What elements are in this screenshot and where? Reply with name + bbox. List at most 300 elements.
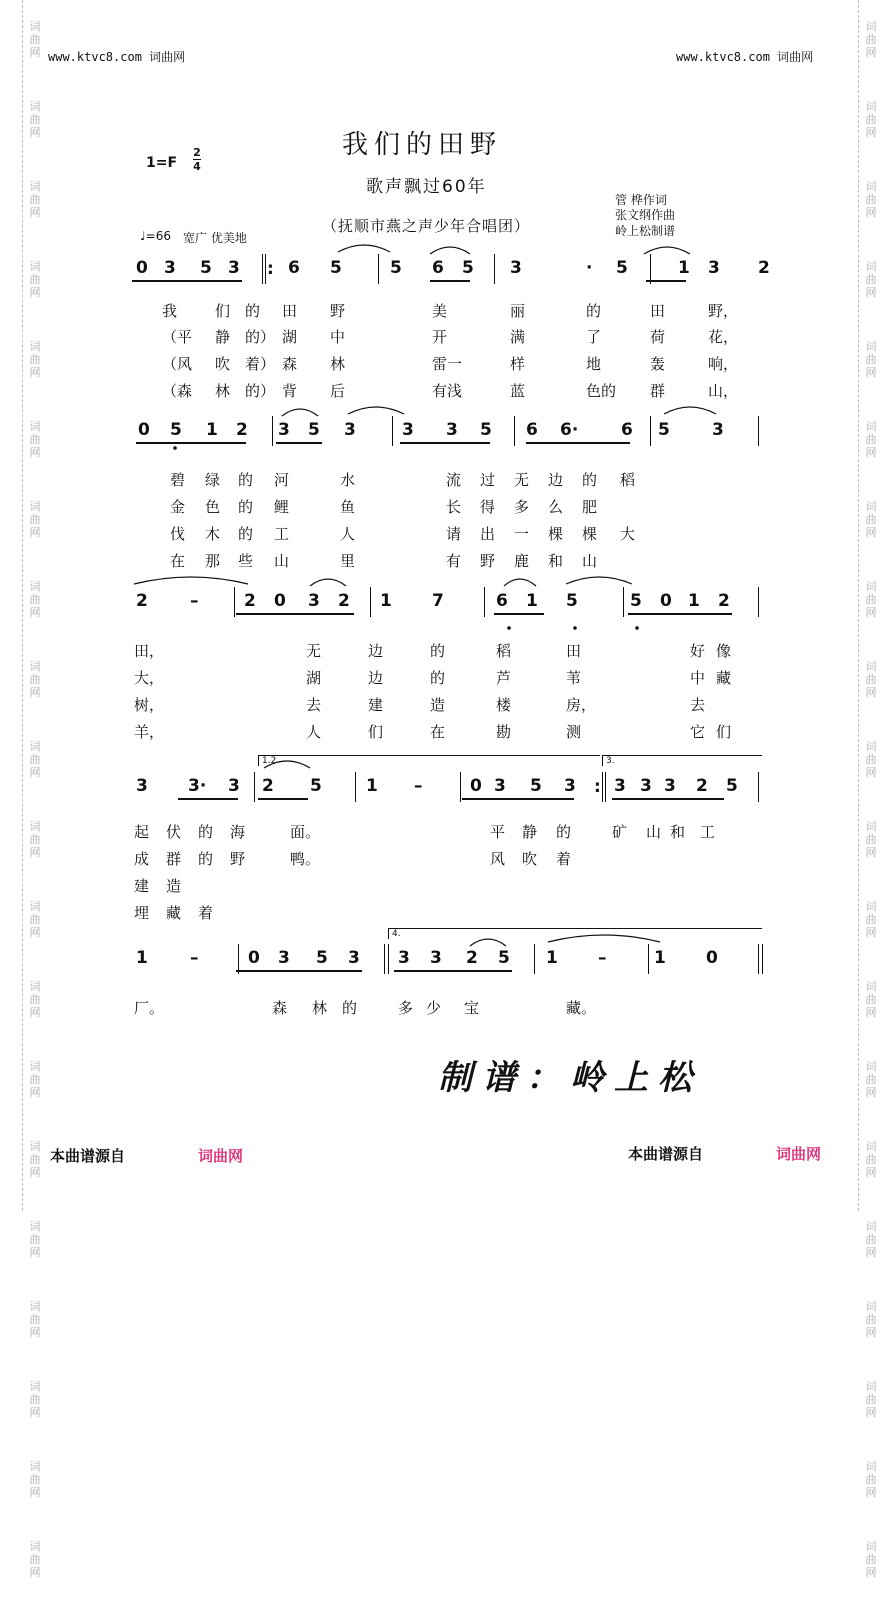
lyric-syllable: 成 [134,850,150,868]
lyric-syllable: 一 [514,525,530,543]
lyric-syllable: 藏 [716,669,732,687]
song-subtitle: 歌声飘过60年 [366,177,487,197]
note: – [414,776,423,796]
lyric-syllable: 大 [620,525,636,543]
lyric-syllable: 的 [198,823,214,841]
lyric-syllable: 我 [162,302,178,320]
lyric-syllable: 美 [432,302,448,320]
lyric-syllable: 宝 [464,999,480,1017]
lyric-syllable: 着 [198,904,214,922]
note: 5 [566,591,578,611]
lyric-syllable: 群 [650,382,666,400]
note: 1 [136,948,148,968]
lyric-syllable: 造 [430,696,446,714]
lyric-syllable: 请 [446,525,462,543]
watermark-text: 词 曲 网 [865,1380,877,1419]
volta-3: 3. [602,755,762,766]
note: 1 [688,591,700,611]
note: 6 [288,258,300,278]
watermark-text: 词 曲 网 [865,820,877,859]
lyric-syllable: 的 [238,498,254,516]
note: 3· [188,776,207,796]
note: 6 [526,420,538,440]
watermark-text: 词 曲 网 [29,660,41,699]
lyric-syllable: 林 [330,355,346,373]
octave-dot [173,446,177,450]
lyric-syllable: 地 [586,355,602,373]
watermark-text: 词 曲 网 [29,340,41,379]
watermark-text: 词 曲 网 [29,1140,41,1179]
note: 3 [494,776,506,796]
note: 0 [660,591,672,611]
watermark-text: 词 曲 网 [29,500,41,539]
lyric-syllable: 矿 [612,823,628,841]
lyric-syllable: 流 [446,471,462,489]
note: 3 [164,258,176,278]
slur [134,577,248,584]
performer: （抚顺市燕之声少年合唱团） [322,217,531,235]
watermark-text: 词 曲 网 [865,740,877,779]
note: 3 [664,776,676,796]
lyricist: 管 桦作词 [615,193,667,207]
composer: 张文纲作曲 [615,208,676,222]
lyric-syllable: 风 [490,850,506,868]
watermark-text: 词 曲 网 [865,20,877,59]
lyric-syllable: 人 [340,525,356,543]
lyric-syllable: （森 [162,382,193,400]
watermark-text: 词 曲 网 [29,1380,41,1419]
header-url-right[interactable]: www.ktvc8.com 词曲网 [676,50,814,64]
note: 1 [546,948,558,968]
note: 2 [758,258,770,278]
lyric-syllable: 田 [282,302,298,320]
lyric-syllable: 木 [205,525,221,543]
note: 0 [138,420,150,440]
watermark-text: 词 曲 网 [865,1140,877,1179]
lyric-syllable: 绿 [205,471,221,489]
time-numerator: 2 [193,146,201,159]
watermark-text: 词 曲 网 [865,100,877,139]
lyric-syllable: 的 [430,642,446,660]
lyric-syllable: 田 [566,642,582,660]
watermark-text: 词 曲 网 [865,980,877,1019]
lyric-syllable: 的 [430,669,446,687]
note: 3 [402,420,414,440]
note: 5 [308,420,320,440]
watermark-text: 词 曲 网 [865,420,877,459]
note: 0 [470,776,482,796]
lyric-syllable: 的 [342,999,358,1017]
lyric-syllable: 边 [368,642,384,660]
slur [310,579,346,586]
note: 3 [348,948,360,968]
lyric-syllable: 建 [368,696,384,714]
footer-source-right: 本曲谱源自 [628,1145,704,1163]
lyric-syllable: 棵 [548,525,564,543]
lyric-syllable: 鲤 [274,498,290,516]
lyric-syllable: 去 [690,696,706,714]
note: 3 [398,948,410,968]
slur [504,579,536,586]
volta-4: 4. [388,928,762,939]
lyric-syllable: 了 [586,328,602,346]
note: 5 [498,948,510,968]
lyric-syllable: 无 [306,642,322,660]
note: 7 [432,591,444,611]
footer-source-left: 本曲谱源自 [50,1147,126,1165]
slur [338,245,390,252]
lyric-syllable: 野 [230,850,246,868]
lyric-syllable: 过 [480,471,496,489]
watermark-text: 词 曲 网 [865,900,877,939]
lyric-syllable: 色的 [586,382,617,400]
note: 3 [308,591,320,611]
lyric-syllable: 着） [245,355,276,373]
lyric-syllable: 鱼 [340,498,356,516]
watermark-text: 词 曲 网 [865,580,877,619]
lyric-syllable: 工 [700,823,716,841]
watermark-text: 词 曲 网 [29,180,41,219]
watermark-text: 词 曲 网 [29,100,41,139]
note: – [190,591,199,611]
lyric-syllable: 背 [282,382,298,400]
lyric-syllable: 藏。 [566,999,597,1017]
watermark-text: 词 曲 网 [29,740,41,779]
lyric-syllable: 林 [312,999,328,1017]
lyric-syllable: 有浅 [432,382,463,400]
lyric-syllable: （风 [162,355,193,373]
lyric-syllable: 的 [245,302,261,320]
lyric-syllable: 和 [548,552,564,570]
watermark-text: 词 曲 网 [865,1060,877,1099]
lyric-syllable: （平 [162,328,193,346]
note: 5 [480,420,492,440]
footer-site-left[interactable]: 词曲网 [198,1147,244,1165]
lyric-syllable: 河 [274,471,290,489]
lyric-syllable: 出 [480,525,496,543]
lyric-syllable: 着 [556,850,572,868]
octave-dot [573,626,577,630]
lyric-syllable: 的 [198,850,214,868]
lyric-syllable: 森 [282,355,298,373]
lyric-syllable: 的 [582,471,598,489]
lyric-syllable: 少 [426,999,442,1017]
lyric-syllable: 野， [708,302,739,320]
lyric-syllable: 的 [238,471,254,489]
note: 0 [248,948,260,968]
lyric-syllable: 在 [170,552,186,570]
lyric-syllable: 面。 [290,823,321,841]
watermark-text: 词 曲 网 [29,1540,41,1579]
note: · [586,258,593,278]
lyric-syllable: 人 [306,723,322,741]
time-denominator: 4 [193,160,201,173]
lyric-syllable: 田 [650,302,666,320]
lyric-syllable: 荷 [650,328,666,346]
lyric-syllable: 好 [690,642,706,660]
lyric-syllable: 中 [690,669,706,687]
lyric-syllable: 轰 [650,355,666,373]
note: 3 [136,776,148,796]
slur [264,761,310,768]
lyric-syllable: 伐 [170,525,186,543]
note: 1 [654,948,666,968]
lyric-syllable: 楼 [496,696,512,714]
watermark-text: 词 曲 网 [29,980,41,1019]
lyric-syllable: 静 [215,328,231,346]
lyric-syllable: 吹 [215,355,231,373]
lyric-syllable: 些 [238,552,254,570]
lyric-syllable: 多 [398,999,414,1017]
note: 0 [706,948,718,968]
slur [470,939,506,946]
lyric-syllable: 埋 [134,904,150,922]
watermark-text: 词 曲 网 [29,20,41,59]
note: 3 [564,776,576,796]
lyric-syllable: 响， [708,355,739,373]
note: 1 [526,591,538,611]
lyric-syllable: 丽 [510,302,526,320]
note: 2 [466,948,478,968]
lyric-syllable: 苇 [566,669,582,687]
expression-marking: 宽广 优美地 [183,231,247,245]
note: 0 [136,258,148,278]
lyric-syllable: 建 [134,877,150,895]
note: 2 [338,591,350,611]
key-signature: 1=F [146,155,178,171]
lyric-syllable: 水 [340,471,356,489]
lyric-syllable: 得 [480,498,496,516]
lyric-syllable: 么 [548,498,564,516]
watermark-text: 词 曲 网 [865,1460,877,1499]
note: 3 [712,420,724,440]
note: 3 [510,258,522,278]
lyric-syllable: 中 [330,328,346,346]
lyric-syllable: 们 [215,302,231,320]
lyric-syllable: 的 [556,823,572,841]
watermark-text: 词 曲 网 [29,820,41,859]
lyric-syllable: 山 [274,552,290,570]
note: 5 [530,776,542,796]
lyric-syllable: 满 [510,328,526,346]
note: 5 [658,420,670,440]
note: 2 [136,591,148,611]
note: 2 [236,420,248,440]
lyric-syllable: 伏 [166,823,182,841]
lyric-syllable: 样 [510,355,526,373]
lyric-syllable: 在 [430,723,446,741]
watermark-text: 词 曲 网 [29,1460,41,1499]
note: 6 [496,591,508,611]
slur [430,247,470,254]
lyric-syllable: 那 [205,552,221,570]
note: 1 [380,591,392,611]
watermark-text: 词 曲 网 [29,1220,41,1259]
watermark-text: 词 曲 网 [29,420,41,459]
lyric-syllable: 雷一 [432,355,463,373]
note: 1 [678,258,690,278]
lyric-syllable: 鸭。 [290,850,321,868]
note: – [190,948,199,968]
lyric-syllable: 羊， [134,723,165,741]
lyric-syllable: 碧 [170,471,186,489]
lyric-syllable: 蓝 [510,382,526,400]
volta-1-2: 1.2 [258,755,600,766]
note: 5 [200,258,212,278]
lyric-syllable: 花， [708,328,739,346]
lyric-syllable: 平 [490,823,506,841]
lyric-syllable: 多 [514,498,530,516]
lyric-syllable: 有 [446,552,462,570]
note: 3 [446,420,458,440]
header-url-left[interactable]: www.ktvc8.com 词曲网 [48,50,186,64]
lyric-syllable: 山 [646,823,662,841]
lyric-syllable: 色 [205,498,221,516]
watermark-text: 词 曲 网 [865,1300,877,1339]
lyric-syllable: 的 [238,525,254,543]
watermark-text: 词 曲 网 [865,500,877,539]
note: 5 [616,258,628,278]
lyric-syllable: 稻 [620,471,636,489]
lyric-syllable: 边 [368,669,384,687]
song-title: 我们的田野 [342,130,503,160]
note: 5 [630,591,642,611]
octave-dot [635,626,639,630]
note: 2 [696,776,708,796]
lyric-syllable: 们 [716,723,732,741]
lyric-syllable: 里 [340,552,356,570]
lyric-syllable: 山 [582,552,598,570]
lyric-syllable: 去 [306,696,322,714]
lyric-syllable: 它 [690,723,706,741]
lyric-syllable: 野 [480,552,496,570]
lyric-syllable: 像 [716,642,732,660]
arranger-signature: 制谱：岭上松 [438,1058,702,1098]
lyric-syllable: 大， [134,669,165,687]
note: 3 [640,776,652,796]
slur [348,407,404,414]
lyric-syllable: 芦 [496,669,512,687]
lyric-syllable: 的） [245,328,276,346]
watermark-text: 词 曲 网 [865,1220,877,1259]
watermark-text: 词 曲 网 [865,180,877,219]
lyric-syllable: 勘 [496,723,512,741]
watermark-text: 词 曲 网 [29,900,41,939]
lyric-syllable: 湖 [306,669,322,687]
note: 5 [390,258,402,278]
lyric-syllable: 野 [330,302,346,320]
watermark-text: 词 曲 网 [865,340,877,379]
lyric-syllable: 棵 [582,525,598,543]
note: 6 [621,420,633,440]
lyric-syllable: 们 [368,723,384,741]
lyric-syllable: 和 [670,823,686,841]
lyric-syllable: 静 [522,823,538,841]
slur [282,409,318,416]
slur [644,247,690,254]
lyric-syllable: 树， [134,696,165,714]
lyric-syllable: 鹿 [514,552,530,570]
repeat-colon: : [594,777,601,797]
lyric-syllable: 的 [586,302,602,320]
note: 2 [262,776,274,796]
lyric-syllable: 长 [446,498,462,516]
footer-site-right[interactable]: 词曲网 [776,1145,822,1163]
slur [566,577,632,584]
lyric-syllable: 湖 [282,328,298,346]
note: 6 [432,258,444,278]
note: – [598,948,607,968]
note: 3 [278,420,290,440]
octave-dot [507,626,511,630]
lyric-syllable: 工 [274,525,290,543]
watermark-text: 词 曲 网 [29,260,41,299]
lyric-syllable: 山， [708,382,739,400]
note: 6· [560,420,579,440]
note: 5 [310,776,322,796]
arranger: 岭上松制谱 [615,224,676,238]
note: 5 [330,258,342,278]
note: 2 [718,591,730,611]
note: 3 [344,420,356,440]
tempo-marking: ♩=66 [140,229,171,243]
slur [548,935,660,942]
note: 3 [430,948,442,968]
note: 5 [316,948,328,968]
lyric-syllable: 海 [230,823,246,841]
lyric-syllable: 群 [166,850,182,868]
note: 1 [366,776,378,796]
note: 3 [708,258,720,278]
note: 2 [244,591,256,611]
watermark-text: 词 曲 网 [865,260,877,299]
note: 0 [274,591,286,611]
lyric-syllable: 造 [166,877,182,895]
watermark-text: 词 曲 网 [865,1540,877,1579]
repeat-colon: : [267,259,274,279]
watermark-text: 词 曲 网 [29,580,41,619]
note: 3 [228,776,240,796]
lyric-syllable: 后 [330,382,346,400]
note: 5 [462,258,474,278]
lyric-syllable: 森 [272,999,288,1017]
watermark-text: 词 曲 网 [29,1300,41,1339]
lyric-syllable: 的） [245,382,276,400]
note: 5 [726,776,738,796]
lyric-syllable: 田， [134,642,165,660]
lyric-syllable: 吹 [522,850,538,868]
note: 3 [228,258,240,278]
note: 5 [170,420,182,440]
lyric-syllable: 金 [170,498,186,516]
note: 3 [278,948,290,968]
lyric-syllable: 边 [548,471,564,489]
lyric-syllable: 厂。 [134,999,165,1017]
lyric-syllable: 林 [215,382,231,400]
lyric-syllable: 稻 [496,642,512,660]
lyric-syllable: 起 [134,823,150,841]
lyric-syllable: 房， [566,696,597,714]
lyric-syllable: 肥 [582,498,598,516]
note: 3 [614,776,626,796]
note: 1 [206,420,218,440]
lyric-syllable: 无 [514,471,530,489]
lyric-syllable: 测 [566,723,582,741]
watermark-text: 词 曲 网 [29,1060,41,1099]
lyric-syllable: 开 [432,328,448,346]
watermark-text: 词 曲 网 [865,660,877,699]
slur [664,407,716,414]
